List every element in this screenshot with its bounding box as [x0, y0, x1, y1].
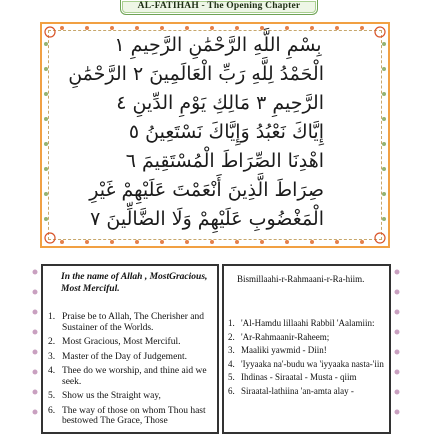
- verse-text: Master of the Day of Judgement.: [62, 351, 188, 362]
- list-item: [228, 345, 390, 356]
- verse-text: Praise be to Allah, The Cherisher and Sustainer of the Worlds.: [62, 312, 205, 333]
- list-item: [228, 359, 390, 370]
- translation-list: [48, 312, 216, 431]
- title-banner: [120, 0, 318, 15]
- verse-number: 4.: [48, 366, 56, 376]
- transliteration-list: [228, 318, 390, 399]
- list-item: [228, 386, 390, 397]
- list-item: [48, 406, 216, 427]
- verse-text: 'Al-Hamdu lillaahi Rabbil 'Aalamiin:: [241, 318, 375, 328]
- left-ornament-strip: [30, 266, 40, 430]
- verse-number: 2.: [48, 337, 56, 347]
- verse-number: 4.: [228, 358, 235, 369]
- verse-text: Siraatal-lathiina 'an-amta alay -: [241, 385, 354, 396]
- verse-text: Ihdinas - Siraatal - Musta - qiim: [241, 372, 357, 382]
- arabic-verse-line: بِسْمِ اللَّهِ الرَّحْمَٰنِ الرَّحِيمِ ١: [114, 34, 322, 56]
- page-title: AL-FATIHAH - The Opening Chapter: [137, 1, 301, 11]
- translation-panel: [41, 264, 219, 434]
- arabic-verse-line: إِيَّاكَ نَعْبُدُ وَإِيَّاكَ نَسْتَعِينُ ٥: [128, 121, 324, 143]
- transliteration-panel: [222, 264, 391, 434]
- arabic-verse-line: الْحَمْدُ لِلَّهِ رَبِّ الْعَالَمِينَ ٢ الرَّحْمَٰنِ: [68, 63, 324, 85]
- list-item: [48, 366, 216, 387]
- verse-text: Most Gracious, Most Merciful.: [62, 337, 181, 347]
- verse-number: 6.: [48, 405, 56, 416]
- list-item: [48, 312, 216, 333]
- list-item: [48, 337, 216, 348]
- verse-text: Thee do we worship, and thine aid we seek.: [62, 366, 207, 387]
- verse-number: 5.: [228, 372, 235, 382]
- verse-text: The way of those on whom Thou hast bestowed The Grace, Those: [62, 405, 206, 426]
- arabic-verse-line: الْمَغْضُوبِ عَلَيْهِمْ وَلَا الضَّالِّينَ ٧: [90, 208, 324, 230]
- list-item: [48, 352, 216, 363]
- arabic-verse-line: صِرَاطَ الَّذِينَ أَنْعَمْتَ عَلَيْهِمْ غَيْرِ: [89, 179, 324, 201]
- right-ornament-strip: [392, 266, 402, 430]
- verse-number: 2.: [228, 331, 235, 342]
- verse-number: 1.: [228, 318, 235, 328]
- arabic-verse-line: اهْدِنَا الصِّرَاطَ الْمُسْتَقِيمَ ٦: [125, 150, 324, 172]
- list-item: [48, 391, 216, 402]
- verse-number: 3.: [48, 351, 56, 362]
- arabic-text-block: [68, 34, 324, 244]
- verse-number: 3.: [228, 345, 235, 355]
- verse-text: 'Ar-Rahmaanir-Raheem;: [241, 331, 330, 342]
- verse-text: 'Iyyaaka na'-budu wa 'iyyaaka nasta-'iin: [241, 358, 384, 369]
- list-item: [228, 372, 390, 383]
- transliteration-heading: Bismillaahi-r-Rahmaani-r-Ra-hiim.: [237, 274, 365, 284]
- verse-number: 1.: [48, 312, 56, 322]
- verse-text: Show us the Straight way,: [62, 391, 161, 401]
- verse-number: 5.: [48, 391, 56, 401]
- arabic-verse-line: الرَّحِيمِ ٣ مَالِكِ يَوْمِ الدِّينِ ٤: [116, 92, 324, 114]
- verse-text: Maaliki yawmid - Diin!: [241, 345, 327, 355]
- verse-number: 6.: [228, 385, 235, 396]
- translation-heading: In the name of Allah , MostGracious, Most Merciful.: [61, 272, 208, 294]
- list-item: [228, 332, 390, 343]
- list-item: [228, 318, 390, 329]
